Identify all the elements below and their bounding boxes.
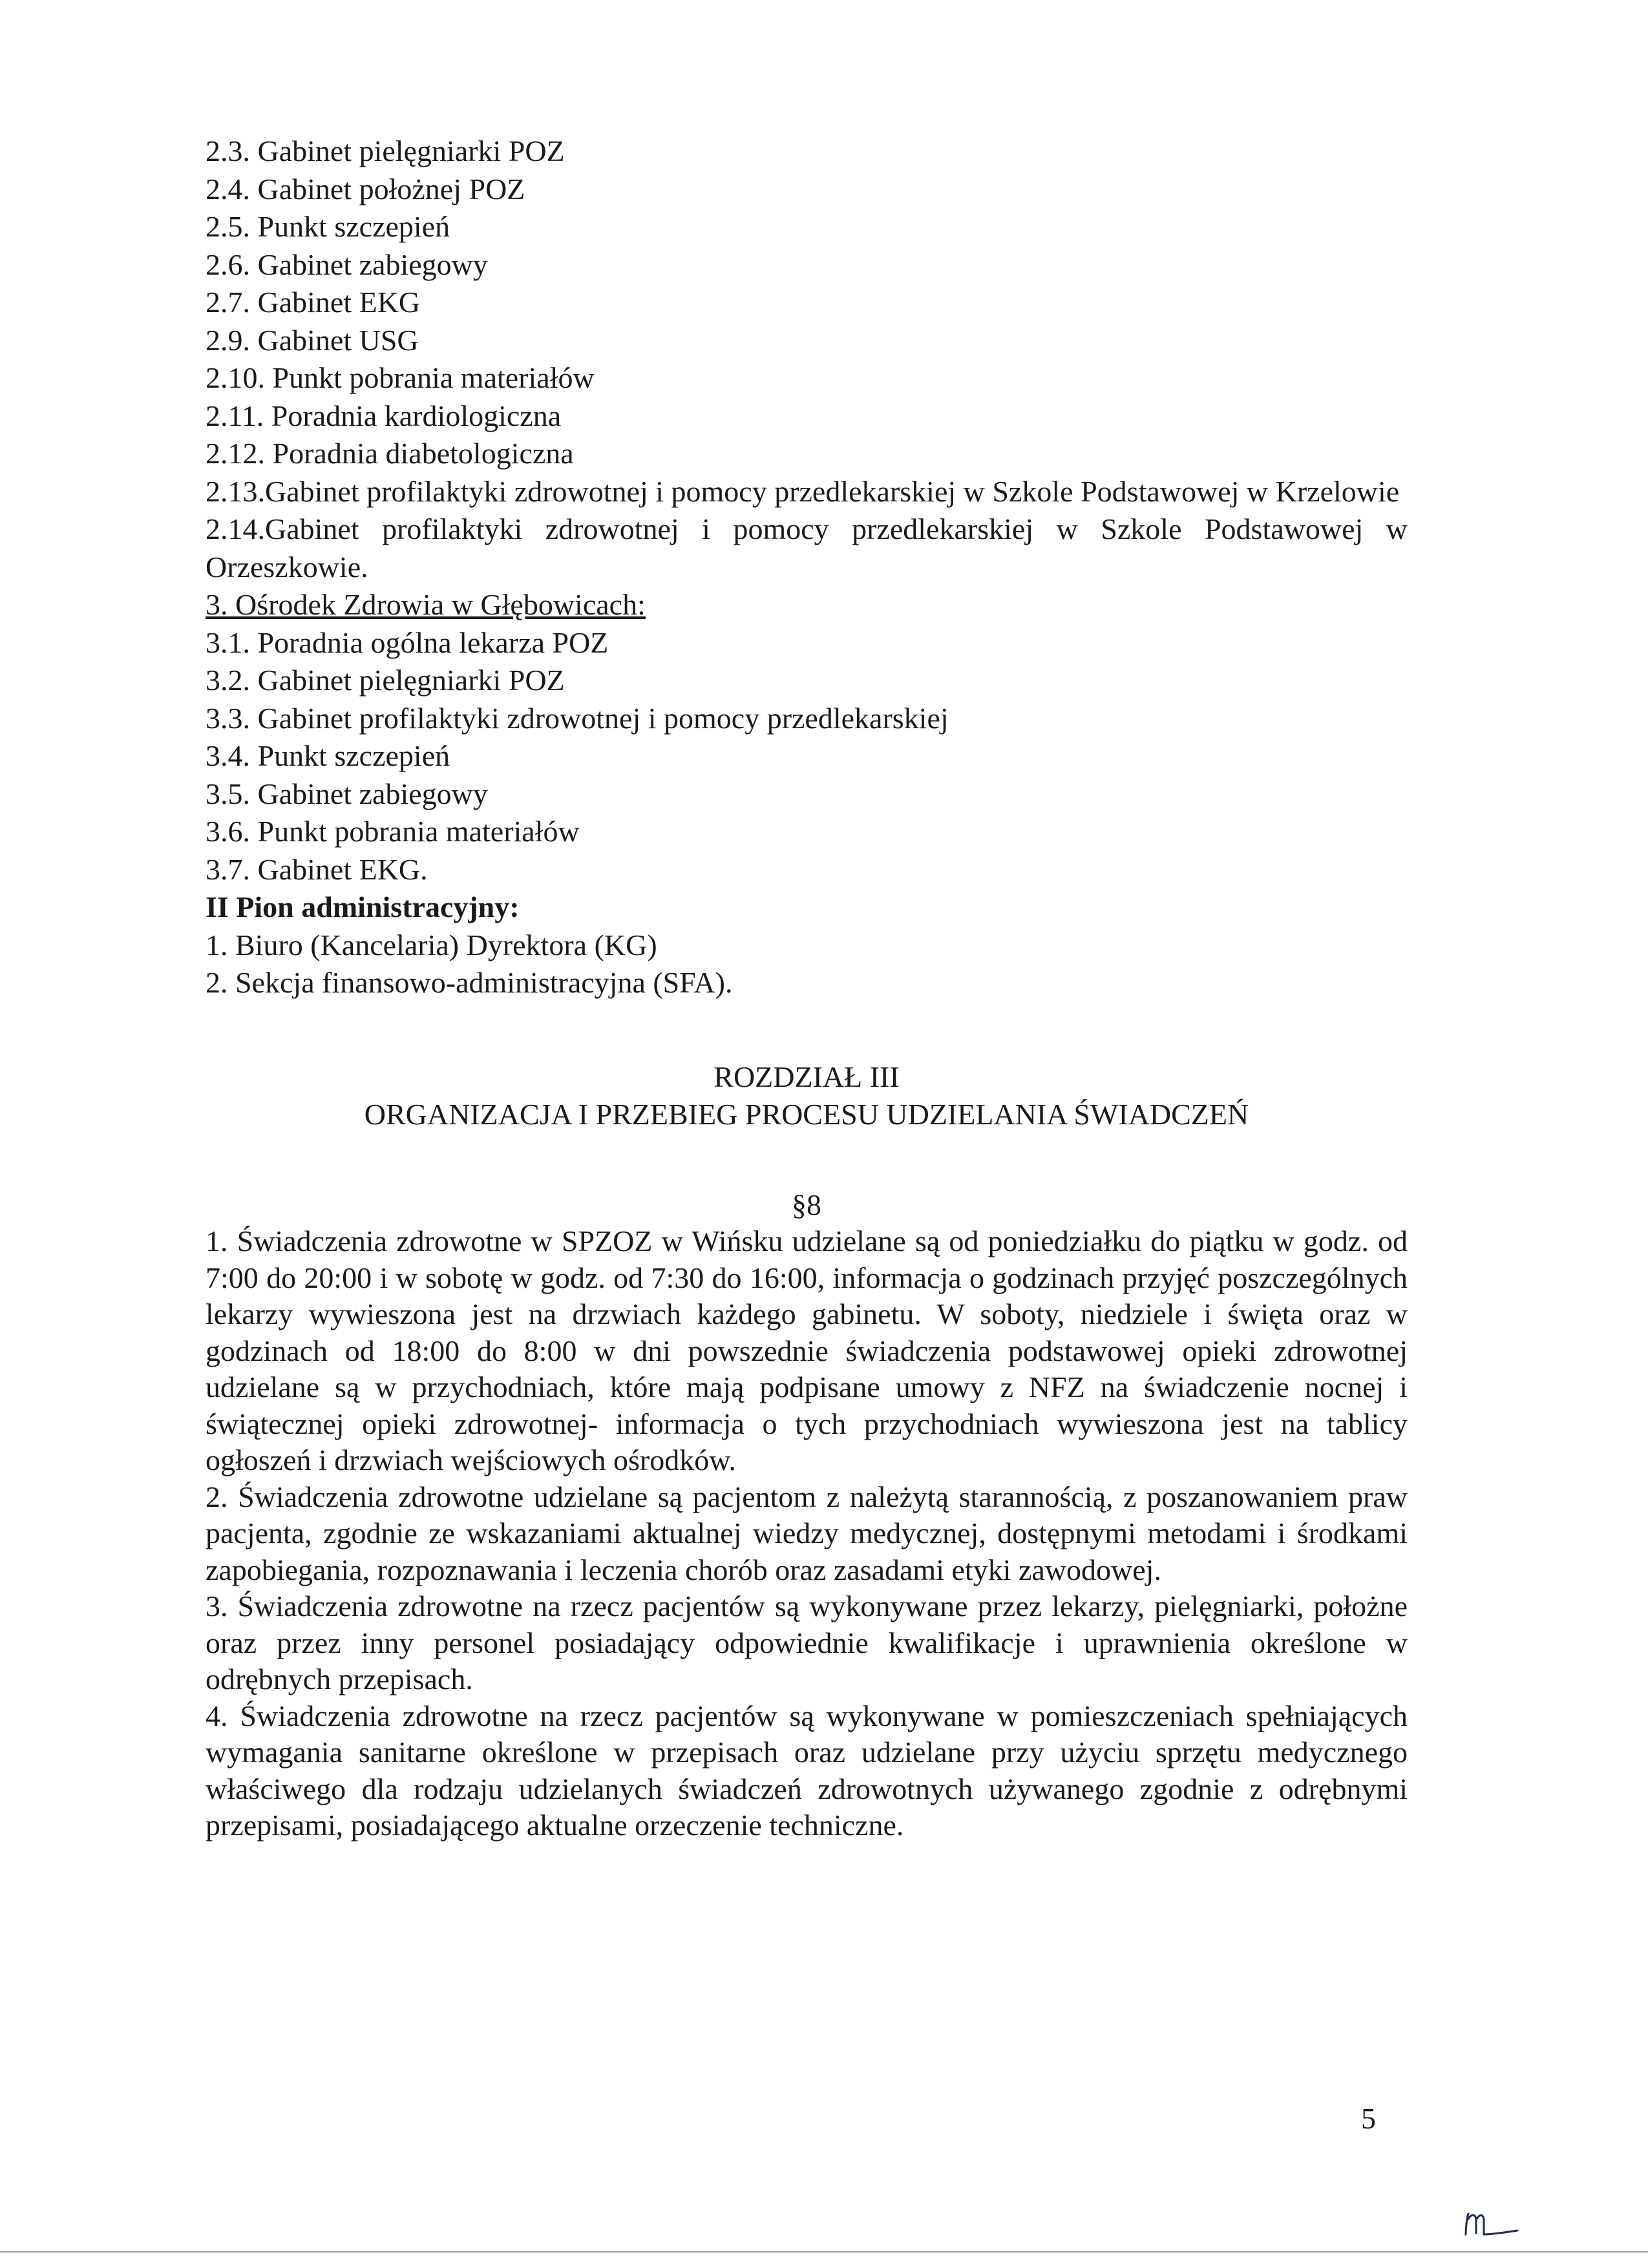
section-8-body bbox=[206, 1223, 1408, 1844]
section-mark: §8 bbox=[792, 1188, 821, 1221]
section3-heading: 3. Ośrodek Zdrowia w Głębowicach: bbox=[206, 588, 646, 621]
list-item: 3.2. Gabinet pielęgniarki POZ bbox=[206, 664, 565, 697]
list-item: 3.1. Poradnia ogólna lekarza POZ bbox=[206, 625, 609, 659]
list-item: 3.4. Punkt szczepień bbox=[206, 739, 450, 772]
pion-heading: II Pion administracyjny: bbox=[206, 890, 520, 923]
list-item: 2.14.Gabinet profilaktyki zdrowotnej i pomocy przedlekarskiej w Szkole Podstawowej w Orzeszkowie. bbox=[206, 512, 1408, 583]
list-item: 2.9. Gabinet USG bbox=[206, 323, 419, 357]
unit-list bbox=[206, 132, 1408, 1002]
paragraph: 2. Świadczenia zdrowotne udzielane są pacjentom z należytą starannością, z poszanowaniem praw pacjenta, zgodnie ze wskazaniami aktualnej wiedzy medycznej, dostępnymi metodami i środkami zapobiegania, rozpoznawania i leczenia chorób oraz zasadami etyki zawodowej. bbox=[206, 1480, 1408, 1586]
handwritten-initials-icon bbox=[1462, 2209, 1521, 2240]
list-item: 2.4. Gabinet położnej POZ bbox=[206, 172, 525, 205]
list-item: 2.6. Gabinet zabiegowy bbox=[206, 247, 488, 281]
list-item: 2. Sekcja finansowo-administracyjna (SFA). bbox=[206, 966, 733, 999]
chapter-title: ORGANIZACJA I PRZEBIEG PROCESU UDZIELANIA ŚWIADCZEŃ bbox=[364, 1098, 1249, 1131]
list-item: 3.5. Gabinet zabiegowy bbox=[206, 777, 488, 810]
paragraph: 1. Świadczenia zdrowotne w SPZOZ w Wińsku udzielane są od poniedziałku do piątku w godz. od 7:00 do 20:00 i w sobotę w godz. od 7:30 do 16:00, informacja o godzinach przyjęć poszczególnych lekarzy wywieszona jest na drzwiach każdego gabinetu. W soboty, niedziele i święta oraz w godzinach od 18:00 do 8:00 w dni powszednie świadczenia podstawowej opieki zdrowotnej udzielane są w przychodniach, które mają podpisane umowy z NFZ na świadczenie nocnej i świątecznej opieki zdrowotnej- informacja o tych przychodniach wywieszona jest na tablicy ogłoszeń i drzwiach wejściowych ośrodków. bbox=[206, 1224, 1408, 1476]
footer-rule bbox=[0, 2251, 1648, 2252]
paragraph: 4. Świadczenia zdrowotne na rzecz pacjentów są wykonywane w pomieszczeniach spełniających wymagania sanitarne określone w przepisach oraz udzielane przy użyciu sprzętu medycznego właściwego dla rodzaju udzielanych świadczeń zdrowotnych używanego zgodnie z odrębnymi przepisami, posiadającego aktualne orzeczenie techniczne. bbox=[206, 1699, 1408, 1842]
list-item: 2.10. Punkt pobrania materiałów bbox=[206, 361, 595, 394]
page-number: 5 bbox=[1361, 2102, 1376, 2135]
list-item: 2.3. Gabinet pielęgniarki POZ bbox=[206, 134, 565, 167]
list-item: 1. Biuro (Kancelaria) Dyrektora (KG) bbox=[206, 928, 657, 961]
list-item: 3.7. Gabinet EKG. bbox=[206, 852, 428, 886]
list-item: 2.7. Gabinet EKG bbox=[206, 286, 421, 319]
list-item: 2.5. Punkt szczepień bbox=[206, 210, 450, 243]
paragraph: 3. Świadczenia zdrowotne na rzecz pacjentów są wykonywane przez lekarzy, pielęgniarki, położne oraz przez inny personel posiadający odpowiednie kwalifikacje i uprawnienia określone w odrębnych przepisach. bbox=[206, 1590, 1408, 1696]
list-item: 2.12. Poradnia diabetologiczna bbox=[206, 437, 574, 470]
list-item: 3.6. Punkt pobrania materiałów bbox=[206, 815, 580, 848]
list-item: 2.11. Poradnia kardiologiczna bbox=[206, 399, 562, 432]
list-item: 3.3. Gabinet profilaktyki zdrowotnej i pomocy przedlekarskiej bbox=[206, 701, 949, 735]
list-item: 2.13.Gabinet profilaktyki zdrowotnej i pomocy przedlekarskiej w Szkole Podstawowej w Krzelowie bbox=[206, 474, 1400, 508]
chapter-number: ROZDZIAŁ III bbox=[713, 1060, 900, 1093]
chapter-heading bbox=[206, 1058, 1408, 1133]
